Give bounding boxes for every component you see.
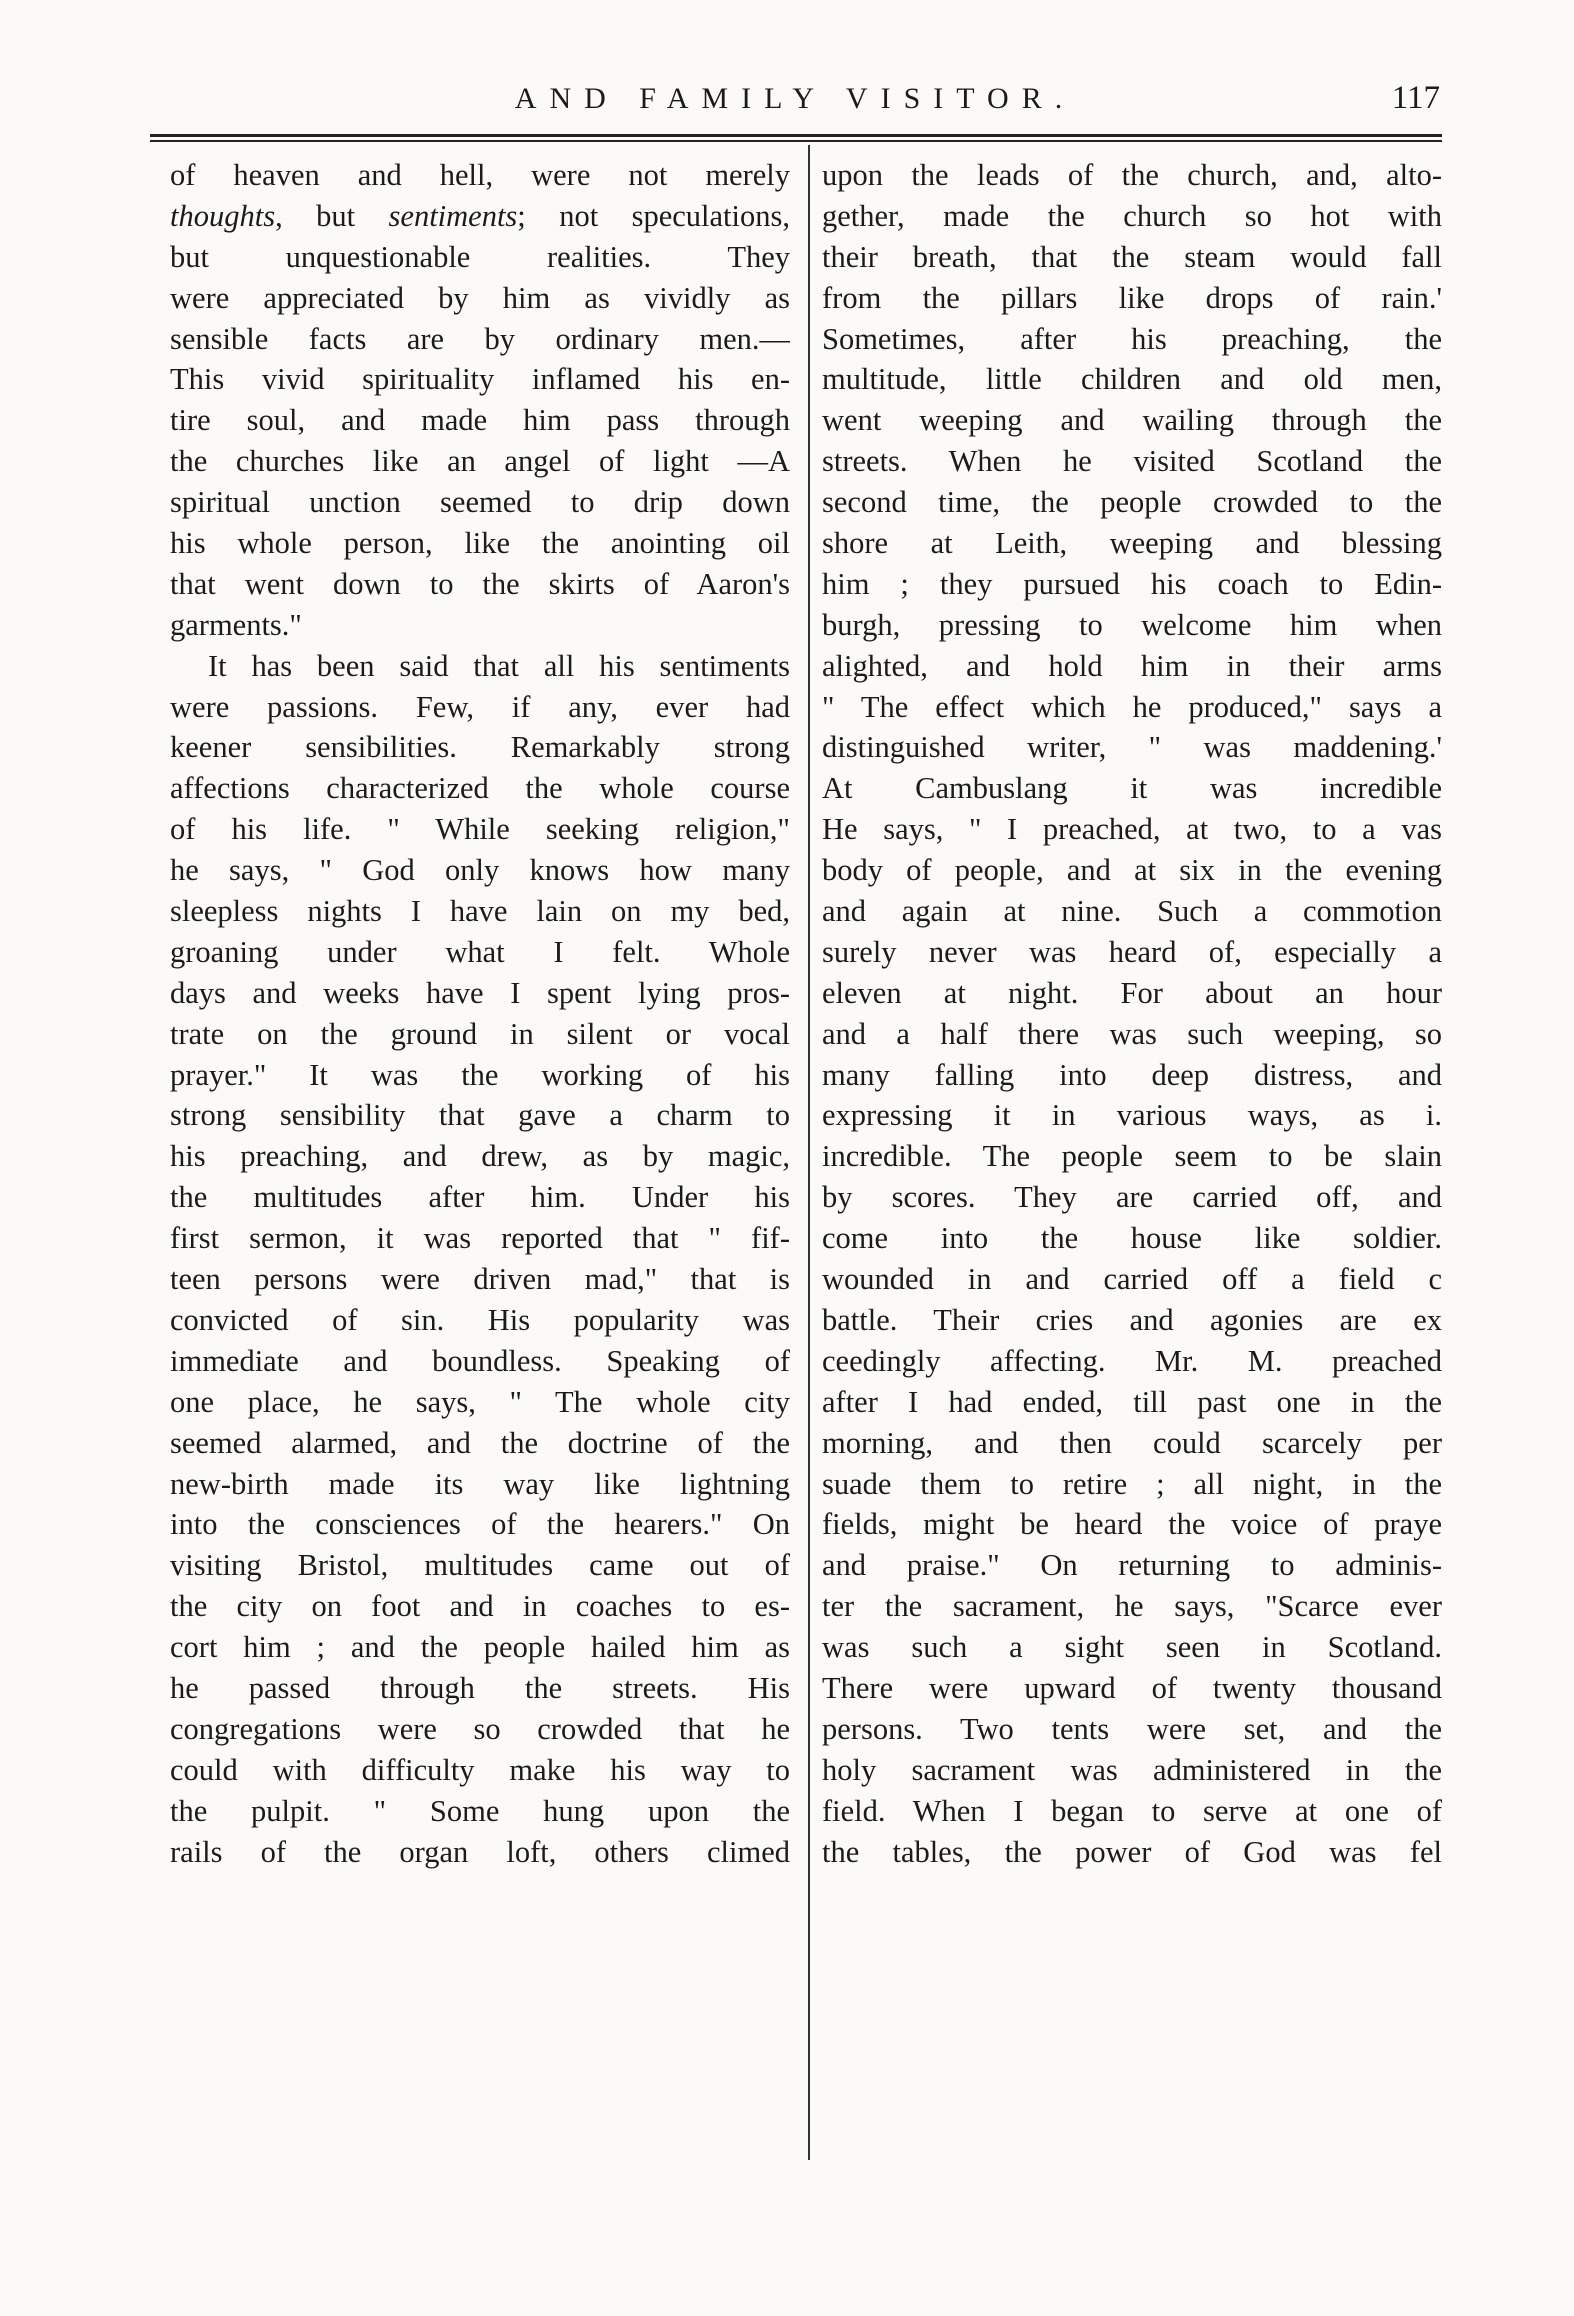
text-line: visiting Bristol, multitudes came out of [170,1548,790,1583]
text-line: come into the house like soldier. [822,1221,1442,1256]
text-line: and again at nine. Such a commotion [822,894,1442,929]
text-line: the churches like an angel of light —A [170,444,790,479]
text-line: and praise." On returning to adminis- [822,1548,1442,1583]
text-line: This vivid spirituality inflamed his en- [170,362,790,397]
text-line: shore at Leith, weeping and blessing [822,526,1442,561]
text-line: him ; they pursued his coach to Edin- [822,566,1442,601]
text-line: affections characterized the whole course [170,771,790,806]
text-line: first sermon, it was reported that " fif- [170,1221,790,1256]
text-line: keener sensibilities. Remarkably strong [170,730,790,765]
text-line: new-birth made its way like lightning [170,1466,790,1501]
text-line: eleven at night. For about an hour [822,975,1442,1010]
text-line: " The effect which he produced," says a [822,689,1442,724]
text-line: groaning under what I felt. Whole [170,934,790,969]
text-line: the city on foot and in coaches to es- [170,1589,790,1624]
text-line: from the pillars like drops of rain.' [822,280,1442,315]
text-line: wounded in and carried off a field c [822,1262,1442,1297]
italic-text: sentiments [388,198,518,233]
text-line: Sometimes, after his preaching, the [822,321,1442,356]
text-line: his preaching, and drew, as by magic, [170,1139,790,1174]
header-rule-thin [150,140,1442,142]
left-column [170,155,790,1872]
text-line: ceedingly affecting. Mr. M. preached [822,1343,1442,1378]
text-line: rails of the organ loft, others climed [170,1834,790,1869]
text-line: congregations were so crowded that he [170,1711,790,1746]
text-line: one place, he says, " The whole city [170,1384,790,1419]
text-line: garments." [170,607,302,642]
text-line: streets. When he visited Scotland the [822,444,1442,479]
text-line: second time, the people crowded to the [822,485,1442,520]
text-line: he says, " God only knows how many [170,853,790,888]
text-line: could with difficulty make his way to [170,1752,790,1787]
text-line: strong sensibility that gave a charm to [170,1098,790,1133]
text-line: sleepless nights I have lain on my bed, [170,894,790,929]
text-line: distinguished writer, " was maddening.' [822,730,1442,765]
italic-text: thoughts [170,198,276,233]
text-line: sensible facts are by ordinary men.— [170,321,790,356]
text-line: ter the sacrament, he says, "Scarce ever [822,1589,1442,1624]
text-line: after I had ended, till past one in the [822,1384,1442,1419]
text-line: convicted of sin. His popularity was [170,1302,790,1337]
text-line: burgh, pressing to welcome him when [822,607,1442,642]
text-line: seemed alarmed, and the doctrine of the [170,1425,790,1460]
text-line: He says, " I preached, at two, to a vas [822,812,1442,847]
text-line: battle. Their cries and agonies are ex [822,1302,1442,1337]
text-line: fields, might be heard the voice of praye [822,1507,1442,1542]
text-line: his whole person, like the anointing oil [170,526,790,561]
text-line: teen persons were driven mad," that is [170,1262,790,1297]
text-line: cort him ; and the people hailed him as [170,1630,790,1665]
text-line: were passions. Few, if any, ever had [170,689,790,724]
text-line: that went down to the skirts of Aaron's [170,566,790,601]
text-line: prayer." It was the working of his [170,1057,790,1092]
text-line: of his life. " While seeking religion," [170,812,790,847]
text-line: holy sacrament was administered in the [822,1752,1442,1787]
text-line: by scores. They are carried off, and [822,1180,1442,1215]
text-line: expressing it in various ways, as i. [822,1098,1442,1133]
text-line: alighted, and hold him in their arms [822,648,1442,683]
text-line: their breath, that the steam would fall [822,239,1442,274]
text-span: ; not speculations, [517,198,790,233]
running-head [150,74,1440,130]
text-line: incredible. The people seem to be slain [822,1139,1442,1174]
text-span: , but [275,198,389,233]
text-line: spiritual unction seemed to drip down [170,485,790,520]
text-line: he passed through the streets. His [170,1670,790,1705]
text-line: the multitudes after him. Under his [170,1180,790,1215]
text-line: morning, and then could scarcely per [822,1425,1442,1460]
text-line: many falling into deep distress, and [822,1057,1442,1092]
text-line: the pulpit. " Some hung upon the [170,1793,790,1828]
text-line: were appreciated by him as vividly as [170,280,790,315]
text-line: and a half there was such weeping, so [822,1016,1442,1051]
text-line: surely never was heard of, especially a [822,934,1442,969]
column-divider [808,145,810,2160]
text-line: It has been said that all his sentiments [208,648,790,683]
text-line: tire soul, and made him pass through [170,403,790,438]
text-line: trate on the ground in silent or vocal [170,1016,790,1051]
text-line: was such a sight seen in Scotland. [822,1630,1442,1665]
page-number: 117 [1391,80,1440,116]
text-line: immediate and boundless. Speaking of [170,1343,790,1378]
text-line: persons. Two tents were set, and the [822,1711,1442,1746]
text-line: gether, made the church so hot with [822,198,1442,233]
text-line: into the consciences of the hearers." On [170,1507,790,1542]
right-column [822,155,1442,1872]
running-head-title: AND FAMILY VISITOR. [514,82,1076,115]
text-line: but unquestionable realities. They [170,239,790,274]
text-line: At Cambuslang it was incredible [822,771,1442,806]
text-line: suade them to retire ; all night, in the [822,1466,1442,1501]
text-line: of heaven and hell, were not merely [170,158,790,192]
text-line: There were upward of twenty thousand [822,1670,1442,1705]
text-line: went weeping and wailing through the [822,403,1442,438]
text-line: multitude, little children and old men, [822,362,1442,397]
header-rule [150,134,1442,137]
text-line: upon the leads of the church, and, alto- [822,158,1442,192]
text-line: body of people, and at six in the evening [822,853,1442,888]
text-line: days and weeks have I spent lying pros- [170,975,790,1010]
text-line [170,196,790,237]
text-line: field. When I began to serve at one of [822,1793,1442,1828]
text-line: the tables, the power of God was fel [822,1834,1442,1869]
